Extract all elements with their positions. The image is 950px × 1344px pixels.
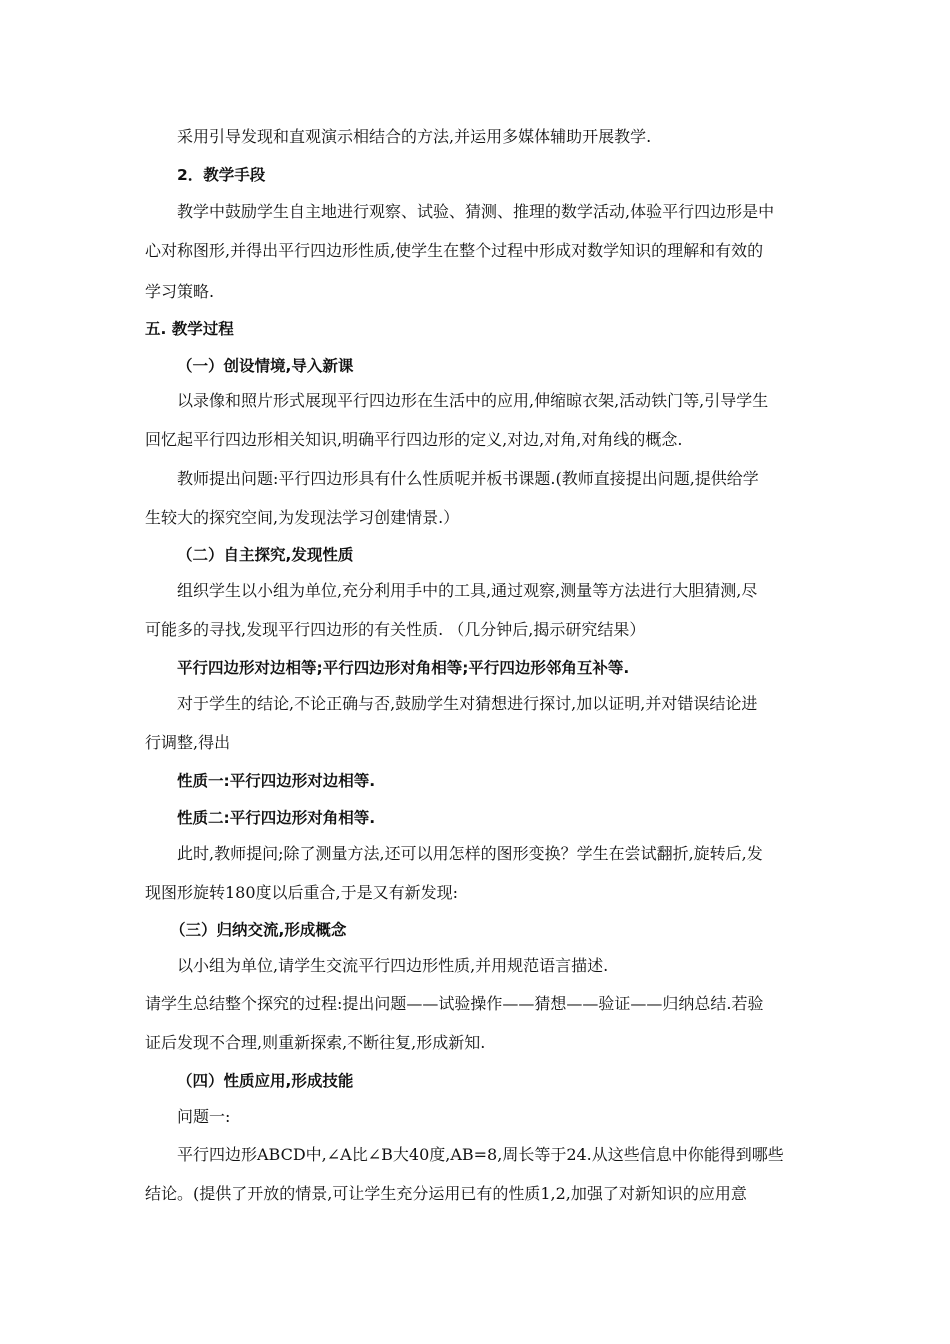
paragraph-line: 以录像和照片形式展现平行四边形在生活中的应用,伸缩晾衣架,活动铁门等,引导学生 (177, 391, 769, 410)
paragraph-line: 平行四边形ABCD中,∠A比∠B大40度,AB=8,周长等于24.从这些信息中你能得到哪些 (177, 1145, 784, 1164)
property-statement: 性质二:平行四边形对角相等. (177, 809, 376, 827)
paragraph-line: 心对称图形,并得出平行四边形性质,使学生在整个过程中形成对数学知识的理解和有效的 (145, 241, 764, 260)
subsection-heading: （四）性质应用,形成技能 (177, 1072, 354, 1090)
paragraph-line: 现图形旋转180度以后重合,于是又有新发现: (145, 883, 459, 902)
subsection-heading: （二）自主探究,发现性质 (177, 546, 354, 564)
paragraph-line: 请学生总结整个探究的过程:提出问题——试验操作——猜想——验证——归纳总结.若验 (145, 994, 764, 1013)
section-heading: 五. 教学过程 (145, 320, 234, 338)
paragraph-line: 可能多的寻找,发现平行四边形的有关性质. （几分钟后,揭示研究结果） (145, 620, 646, 639)
paragraph-line: 回忆起平行四边形相关知识,明确平行四边形的定义,对边,对角,对角线的概念. (145, 430, 683, 449)
paragraph-line: 此时,教师提问;除了测量方法,还可以用怎样的图形变换？学生在尝试翻折,旋转后,发 (177, 844, 763, 863)
subsection-heading: （三）归纳交流,形成概念 (170, 921, 347, 939)
paragraph-line: 以小组为单位,请学生交流平行四边形性质,并用规范语言描述. (177, 956, 609, 975)
property-statement: 性质一:平行四边形对边相等. (177, 772, 376, 790)
paragraph-line: 结论。(提供了开放的情景,可让学生充分运用已有的性质1,2,加强了对新知识的应用意 (145, 1184, 747, 1203)
paragraph-line: 问题一: (177, 1107, 231, 1126)
paragraph-line: 教师提出问题:平行四边形具有什么性质呢并板书课题.(教师直接提出问题,提供给学 (177, 469, 759, 488)
paragraph-line: 对于学生的结论,不论正确与否,鼓励学生对猜想进行探讨,加以证明,并对错误结论进 (177, 694, 758, 713)
section-heading: 2．教学手段 (177, 166, 266, 184)
paragraph-line: 证后发现不合理,则重新探索,不断往复,形成新知. (145, 1033, 486, 1052)
key-statement: 平行四边形对边相等;平行四边形对角相等;平行四边形邻角互补等. (177, 659, 630, 677)
subsection-heading: （一）创设情境,导入新课 (177, 357, 354, 375)
paragraph-line: 采用引导发现和直观演示相结合的方法,并运用多媒体辅助开展教学. (177, 127, 652, 146)
paragraph-line: 组织学生以小组为单位,充分利用手中的工具,通过观察,测量等方法进行大胆猜测,尽 (177, 581, 758, 600)
paragraph-line: 教学中鼓励学生自主地进行观察、试验、猜测、推理的数学活动,体验平行四边形是中 (177, 202, 775, 221)
paragraph-line: 生较大的探究空间,为发现法学习创建情景.） (145, 508, 460, 527)
paragraph-line: 行调整,得出 (145, 733, 231, 752)
paragraph-line: 学习策略. (145, 282, 215, 301)
